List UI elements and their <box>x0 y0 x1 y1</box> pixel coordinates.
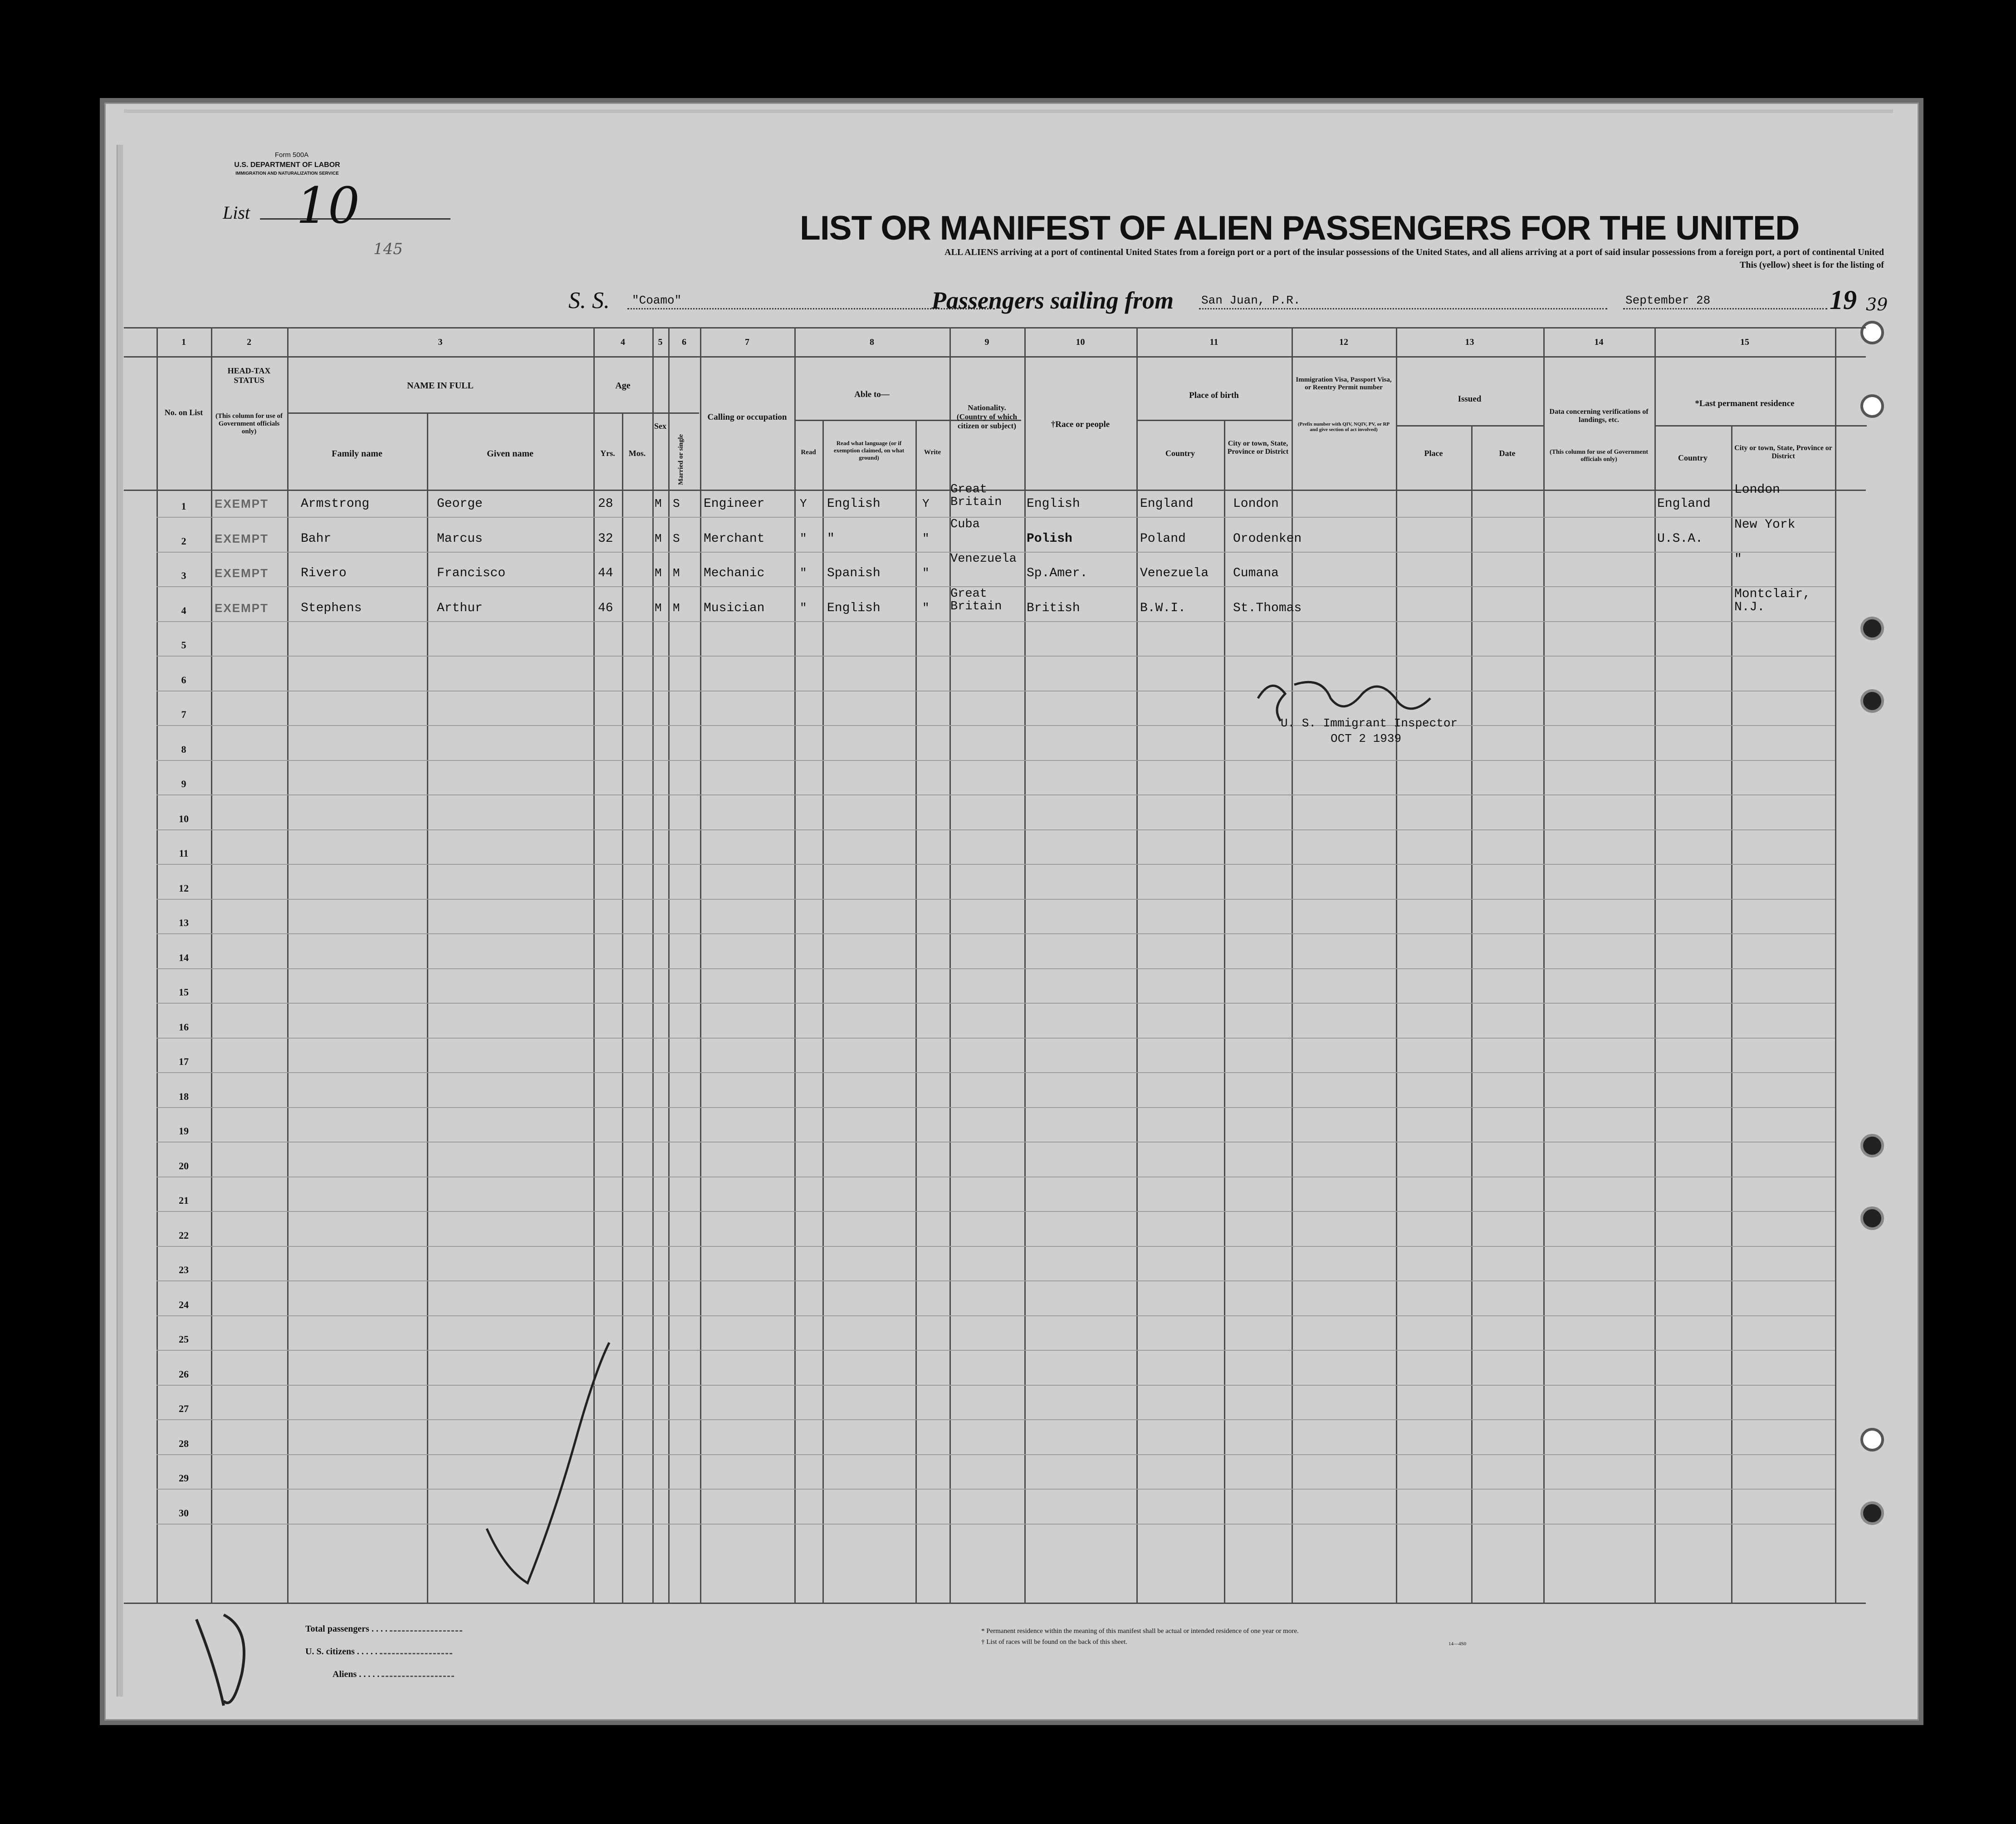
year-prefix: 19 <box>1830 285 1857 315</box>
row-rule <box>157 1246 1835 1247</box>
passenger-residence-city: London <box>1734 483 1780 497</box>
passenger-birth-country: B.W.I. <box>1140 601 1186 615</box>
manifest-title: LIST OR MANIFEST OF ALIEN PASSENGERS FOR THE UNITED <box>800 209 1800 247</box>
header-visa: Immigration Visa, Passport Visa, or Reentry Permit number <box>1296 376 1392 391</box>
passenger-nationality: Venezuela <box>950 552 1017 566</box>
list-label: List <box>223 202 250 223</box>
header-name-in-full: NAME IN FULL <box>407 381 474 391</box>
col-num-15: 15 <box>1740 337 1749 347</box>
row-number: 20 <box>179 1160 189 1172</box>
header-given-name: Given name <box>487 449 533 459</box>
manifest-sheet <box>104 103 1919 1721</box>
row-rule <box>157 1072 1835 1073</box>
col-num-2: 2 <box>247 337 251 347</box>
header-data-note: (This column for use of Government officials only) <box>1549 449 1649 463</box>
row-rule <box>157 899 1835 900</box>
passenger-birth-city: Cumana <box>1233 566 1279 580</box>
row-rule <box>157 1489 1835 1490</box>
passenger-read-language: English <box>827 497 881 511</box>
passenger-head-tax-stamp: EXEMPT <box>215 531 269 545</box>
passenger-marital-status: M <box>673 566 680 580</box>
passenger-birth-city: St.Thomas <box>1233 601 1302 615</box>
footer-aliens-label: Aliens . . . . . <box>333 1669 454 1680</box>
header-last-residence: *Last permanent residence <box>1695 399 1795 408</box>
row-rule <box>157 1003 1835 1004</box>
row-number: 5 <box>181 639 186 651</box>
service-name: IMMIGRATION AND NATURALIZATION SERVICE <box>235 171 339 176</box>
row-rule <box>157 1524 1835 1525</box>
row-number: 3 <box>181 570 186 581</box>
row-number: 2 <box>181 535 186 547</box>
header-write: Write <box>924 449 941 456</box>
row-rule <box>157 1107 1835 1108</box>
departure-port: San Juan, P.R. <box>1201 294 1301 307</box>
col-num-14: 14 <box>1594 337 1604 347</box>
header-head-tax-note: (This column for use of Government officials only) <box>215 412 283 435</box>
passenger-marital-status: M <box>673 601 680 615</box>
header-yrs: Yrs. <box>600 449 615 458</box>
col-num-5: 5 <box>658 337 663 347</box>
page-stamp: 145 <box>373 240 403 258</box>
row-rule <box>157 760 1835 761</box>
row-rule <box>157 829 1835 830</box>
row-number: 17 <box>179 1056 189 1067</box>
row-number: 30 <box>179 1507 189 1519</box>
passenger-residence-city: New York <box>1734 517 1796 532</box>
header-read: Read <box>801 449 816 456</box>
header-data-concerning: Data concerning verifications of landings, etc. <box>1549 408 1649 424</box>
row-rule <box>157 1038 1835 1039</box>
row-number: 29 <box>179 1472 189 1484</box>
list-number: 10 <box>296 177 360 235</box>
header-visa-note: (Prefix number with QIV, NQIV, PV, or RP and give section of act involved) <box>1297 422 1390 432</box>
footer-note-residence: * Permanent residence within the meaning of this manifest shall be actual or intended residence of one year or more. <box>981 1628 1299 1635</box>
departure-date: September 28 <box>1625 294 1711 307</box>
passenger-given-name: Marcus <box>437 531 483 546</box>
passenger-residence-country: U.S.A. <box>1657 531 1703 546</box>
binder-hole <box>1860 617 1884 640</box>
passenger-can-write: " <box>922 566 930 580</box>
header-issued: Issued <box>1458 394 1482 404</box>
passenger-birth-country: England <box>1140 497 1194 511</box>
row-number: 24 <box>179 1299 189 1310</box>
binder-hole <box>1860 394 1884 418</box>
row-number: 22 <box>179 1229 189 1241</box>
passenger-marital-status: S <box>673 497 680 510</box>
passenger-age-years: 44 <box>598 566 613 580</box>
handwritten-check-stroke <box>482 1338 618 1592</box>
col-num-11: 11 <box>1209 337 1218 347</box>
header-res-country: Country <box>1678 453 1708 462</box>
header-family-name: Family name <box>332 449 382 459</box>
sailing-label: Passengers sailing from <box>931 287 1174 314</box>
row-rule <box>157 1280 1835 1281</box>
col-num-1: 1 <box>181 337 186 347</box>
header-calling: Calling or occupation <box>707 412 787 422</box>
passenger-residence-city: Montclair, N.J. <box>1734 587 1811 614</box>
passenger-race: English <box>1027 497 1080 511</box>
row-rule <box>157 1385 1835 1386</box>
row-rule <box>157 621 1835 622</box>
row-rule <box>157 725 1835 726</box>
row-number: 15 <box>179 986 189 998</box>
year-handwritten: 39 <box>1866 294 1888 314</box>
passenger-can-write: " <box>922 531 930 545</box>
header-birth-country: Country <box>1165 449 1195 458</box>
passenger-birth-country: Venezuela <box>1140 566 1209 580</box>
passenger-occupation: Engineer <box>704 497 765 511</box>
passenger-residence-country: England <box>1657 497 1711 511</box>
col-num-4: 4 <box>621 337 625 347</box>
row-rule <box>157 1350 1835 1351</box>
footer-citizens-label: U. S. citizens . . . . . <box>305 1647 452 1657</box>
row-number: 4 <box>181 604 186 616</box>
passenger-head-tax-stamp: EXEMPT <box>215 601 269 615</box>
header-birth-city: City or town, State, Province or District <box>1227 440 1289 456</box>
binder-hole <box>1860 1206 1884 1230</box>
manifest-subtitle-1: ALL ALIENS arriving at a port of continental United States from a foreign port or a port of the insular possessions of the United States, and all aliens arriving at a port of said insular possessions from a foreign port, a port of continental United <box>944 247 1884 257</box>
passenger-can-read: Y <box>800 497 807 510</box>
passenger-given-name: George <box>437 497 483 511</box>
row-rule <box>157 1454 1835 1455</box>
inspector-stamp-date: OCT 2 1939 <box>1331 732 1402 745</box>
footer-note-races: † List of races will be found on the back of this sheet. <box>981 1638 1128 1646</box>
passenger-can-read: " <box>800 601 807 615</box>
passenger-nationality: Great Britain <box>950 483 1002 510</box>
row-number: 9 <box>181 778 186 789</box>
col-num-12: 12 <box>1339 337 1348 347</box>
header-married: Married or single <box>677 434 685 485</box>
passenger-read-language: English <box>827 601 881 615</box>
passenger-read-language: " <box>827 531 835 546</box>
binder-hole <box>1860 689 1884 713</box>
passenger-given-name: Francisco <box>437 566 506 580</box>
passenger-race: Sp.Amer. <box>1027 566 1088 580</box>
footer-total-label: Total passengers . . . . <box>305 1624 462 1634</box>
passenger-family-name: Bahr <box>301 531 332 546</box>
row-number: 6 <box>181 674 186 686</box>
header-head-tax: HEAD-TAX STATUS <box>227 366 271 385</box>
binder-hole <box>1860 1134 1884 1157</box>
row-rule <box>157 864 1835 865</box>
inspector-signature <box>1240 667 1448 730</box>
binder-hole <box>1860 321 1884 344</box>
header-no-on-list: No. on List <box>164 408 203 417</box>
passenger-sex: M <box>655 566 662 580</box>
header-issued-place: Place <box>1424 449 1443 458</box>
passenger-can-read: " <box>800 566 807 580</box>
col-num-9: 9 <box>984 337 989 347</box>
col-num-3: 3 <box>438 337 443 347</box>
row-number: 11 <box>179 848 189 859</box>
row-number: 25 <box>179 1334 189 1345</box>
passenger-age-years: 32 <box>598 531 613 546</box>
ss-label: S. S. <box>568 288 610 314</box>
passenger-read-language: Spanish <box>827 566 881 580</box>
row-number: 1 <box>181 500 186 512</box>
row-number: 13 <box>179 917 189 928</box>
inspector-stamp: U. S. Immigrant Inspector <box>1281 716 1458 730</box>
passenger-occupation: Musician <box>704 601 765 615</box>
manifest-subtitle-2: This (yellow) sheet is for the listing of <box>1740 260 1884 270</box>
footer-form-code: 14—4S0 <box>1448 1641 1467 1647</box>
port-line <box>1199 308 1607 309</box>
col-num-13: 13 <box>1465 337 1474 347</box>
page-edge-left <box>117 145 123 1697</box>
passenger-can-read: " <box>800 531 807 545</box>
ship-name: "Coamo" <box>632 294 682 307</box>
row-rule <box>157 933 1835 934</box>
passenger-birth-city: Orodenken <box>1233 531 1302 546</box>
col-num-10: 10 <box>1076 337 1085 347</box>
passenger-occupation: Mechanic <box>704 566 765 580</box>
passenger-occupation: Merchant <box>704 531 765 546</box>
passenger-family-name: Stephens <box>301 601 362 615</box>
department-name: U.S. DEPARTMENT OF LABOR <box>234 161 340 169</box>
header-age: Age <box>615 381 631 391</box>
passenger-can-write: Y <box>922 497 930 510</box>
binder-hole <box>1860 1501 1884 1525</box>
header-able-to: Able to— <box>854 390 890 399</box>
row-number: 16 <box>179 1021 189 1033</box>
row-number: 8 <box>181 743 186 755</box>
handwritten-scribble <box>707 513 708 531</box>
passenger-can-write: " <box>922 601 930 615</box>
passenger-birth-city: London <box>1233 497 1279 511</box>
passenger-birth-country: Poland <box>1140 531 1186 546</box>
passenger-head-tax-stamp: EXEMPT <box>215 566 269 580</box>
passenger-family-name: Armstrong <box>301 497 370 511</box>
row-number: 18 <box>179 1090 189 1102</box>
passenger-head-tax-stamp: EXEMPT <box>215 497 269 510</box>
passenger-race: Polish <box>1027 531 1072 546</box>
row-number: 28 <box>179 1437 189 1449</box>
handwritten-list-mark <box>183 1601 255 1719</box>
header-nationality: Nationality. (Country of which citizen or subject) <box>956 403 1018 430</box>
passenger-residence-city: " <box>1734 552 1742 566</box>
row-rule <box>157 794 1835 795</box>
binder-hole <box>1860 1428 1884 1451</box>
passenger-family-name: Rivero <box>301 566 347 580</box>
passenger-sex: M <box>655 531 662 545</box>
passenger-given-name: Arthur <box>437 601 483 615</box>
header-race: †Race or people <box>1051 420 1110 429</box>
passenger-race: British <box>1027 601 1080 615</box>
passenger-sex: M <box>655 497 662 510</box>
row-number: 27 <box>179 1403 189 1414</box>
header-sex: Sex <box>654 422 666 431</box>
header-res-city: City or town, State, Province or District <box>1734 444 1832 460</box>
passenger-age-years: 28 <box>598 497 613 511</box>
row-rule <box>157 1211 1835 1212</box>
row-rule <box>157 1419 1835 1420</box>
row-number: 21 <box>179 1195 189 1206</box>
header-place-of-birth: Place of birth <box>1189 391 1239 400</box>
row-number: 12 <box>179 882 189 894</box>
row-number: 19 <box>179 1125 189 1137</box>
page-edge-top <box>124 109 1893 113</box>
row-rule <box>157 656 1835 657</box>
row-number: 26 <box>179 1368 189 1380</box>
row-number: 23 <box>179 1264 189 1275</box>
col-num-6: 6 <box>682 337 686 347</box>
col-num-7: 7 <box>745 337 749 347</box>
passenger-nationality: Great Britain <box>950 587 1002 613</box>
date-line <box>1623 308 1827 309</box>
col-num-8: 8 <box>870 337 874 347</box>
header-read-language: Read what language (or if exemption claimed, on what ground) <box>833 440 905 461</box>
row-number: 14 <box>179 951 189 963</box>
form-number: Form 500A <box>274 151 309 159</box>
row-number: 7 <box>181 709 186 720</box>
row-rule <box>157 1315 1835 1316</box>
row-rule <box>157 968 1835 969</box>
passenger-marital-status: S <box>673 531 680 545</box>
passenger-sex: M <box>655 601 662 615</box>
row-number: 10 <box>179 813 189 824</box>
header-mos: Mos. <box>628 449 646 458</box>
passenger-age-years: 46 <box>598 601 613 615</box>
header-issued-date: Date <box>1499 449 1516 458</box>
passenger-nationality: Cuba <box>950 517 980 531</box>
